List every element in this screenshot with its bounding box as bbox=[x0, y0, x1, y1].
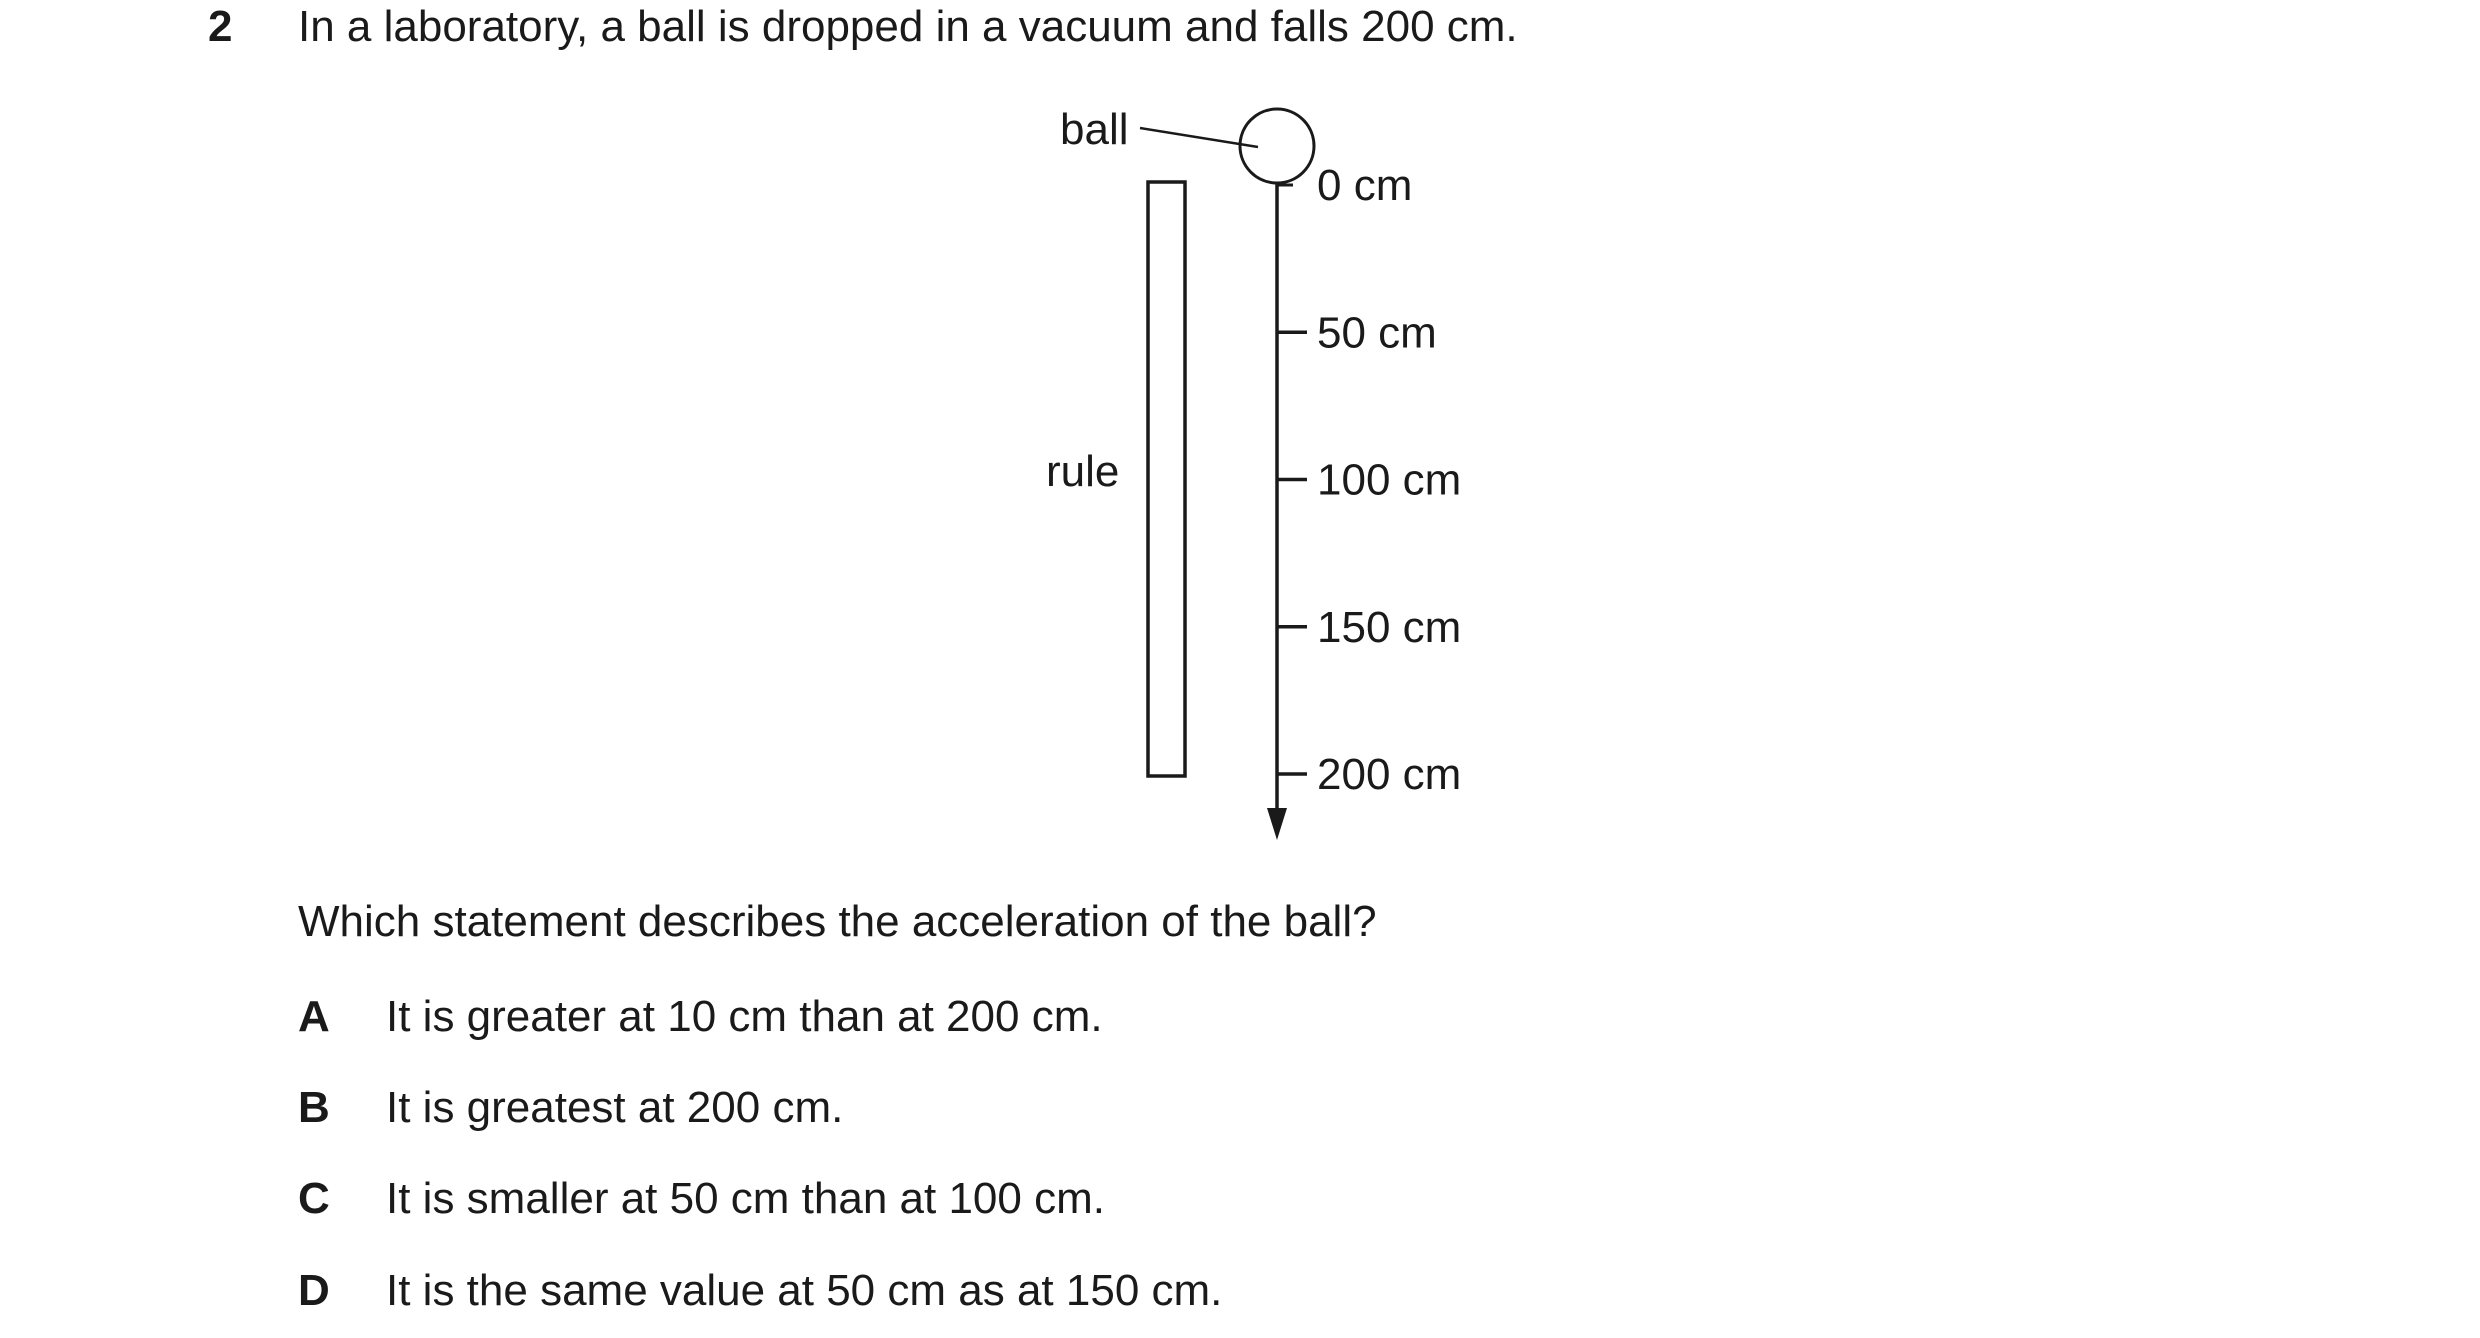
option-letter: A bbox=[298, 992, 330, 1041]
option-text: It is the same value at 50 cm as at 150 cm. bbox=[386, 1266, 1223, 1315]
scale-label-0: 0 cm bbox=[1317, 161, 1413, 210]
scale-label-200: 200 cm bbox=[1317, 750, 1462, 799]
rule-shape bbox=[1148, 182, 1185, 776]
question-stem: In a laboratory, a ball is dropped in a vacuum and falls 200 cm. bbox=[298, 2, 1518, 51]
arrow-head bbox=[1267, 808, 1287, 840]
ball-label: ball bbox=[1060, 105, 1129, 154]
question-number: 2 bbox=[208, 2, 233, 51]
scale-label-50: 50 cm bbox=[1317, 308, 1437, 358]
option-b[interactable] bbox=[298, 1081, 1798, 1135]
question-prompt: Which statement describes the acceleration of the ball? bbox=[298, 897, 1377, 946]
option-letter: D bbox=[298, 1266, 330, 1315]
option-text: It is smaller at 50 cm than at 100 cm. bbox=[386, 1174, 1105, 1223]
option-d[interactable] bbox=[298, 1264, 1798, 1318]
rule-label: rule bbox=[1046, 447, 1120, 496]
scale-marks bbox=[1277, 161, 1461, 799]
scale-label-150: 150 cm bbox=[1317, 602, 1462, 652]
option-c[interactable] bbox=[298, 1172, 1798, 1226]
option-a[interactable] bbox=[298, 990, 1798, 1044]
scale-label-100: 100 cm bbox=[1317, 455, 1462, 505]
option-letter: C bbox=[298, 1174, 330, 1223]
option-text: It is greater at 10 cm than at 200 cm. bbox=[386, 992, 1103, 1041]
option-letter: B bbox=[298, 1083, 330, 1132]
option-text: It is greatest at 200 cm. bbox=[386, 1083, 844, 1132]
